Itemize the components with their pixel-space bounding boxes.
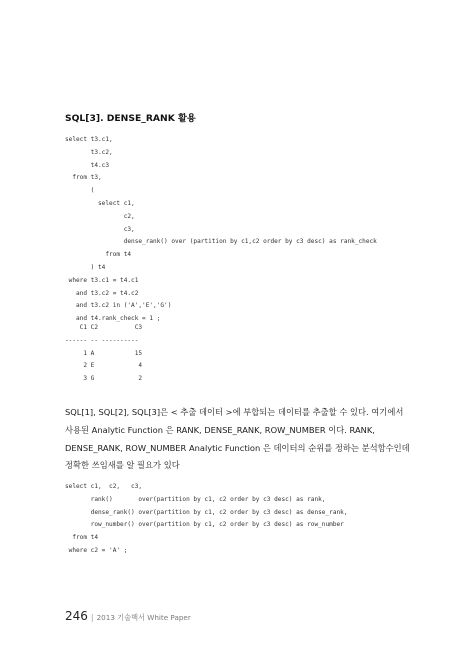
result-divider: ------ -- ---------- bbox=[65, 336, 139, 344]
code-line: ( bbox=[65, 187, 95, 195]
paragraph-line: 정확한 쓰임새를 알 필요가 있다 bbox=[65, 460, 180, 471]
footer-separator: | bbox=[90, 613, 94, 622]
code-line: t3.c2, bbox=[65, 148, 113, 156]
code-line: where t3.c1 = t4.c1 bbox=[65, 276, 139, 284]
code-line: where c2 = 'A' ; bbox=[65, 546, 128, 554]
paragraph-line: SQL[1], SQL[2], SQL[3]은 < 추출 데이터 >에 부합되는 데이터를 추출할 수 있다. 여기에서 bbox=[65, 407, 404, 417]
code-line: select c1, bbox=[65, 199, 135, 207]
result-row: 1 A 15 bbox=[65, 349, 143, 357]
body-paragraph bbox=[65, 404, 415, 475]
result-row: 2 E 4 bbox=[65, 362, 143, 370]
analytic-function-code-block bbox=[65, 481, 348, 558]
code-line: and t4.rank_check = 1 ; bbox=[65, 315, 161, 323]
result-header: C1 C2 C3 bbox=[65, 324, 143, 331]
query-result-block bbox=[65, 322, 142, 386]
code-line: from t4 bbox=[65, 251, 132, 259]
code-line: dense_rank() over (partition by c1,c2 order by c3 desc) as rank_check bbox=[65, 238, 377, 246]
code-line: from t3, bbox=[65, 174, 102, 182]
code-line: c3, bbox=[65, 225, 135, 233]
page-footer bbox=[65, 605, 191, 624]
code-line: select c1, c2, c3, bbox=[65, 483, 143, 490]
result-row: 3 G 2 bbox=[65, 375, 143, 383]
code-line: select t3.c1, bbox=[65, 136, 113, 143]
code-line: row_number() over(partition by c1, c2 order by c3 desc) as row_number bbox=[65, 521, 344, 529]
code-line: and t3.c2 in ('A','E','G') bbox=[65, 302, 172, 310]
code-line: from t4 bbox=[65, 534, 99, 542]
paragraph-line: DENSE_RANK, ROW_NUMBER Analytic Function 은 데이터의 순위를 정하는 분석함수인데 bbox=[65, 442, 410, 453]
code-line: rank() over(partition by c1, c2 order by c3 desc) as rank, bbox=[65, 495, 326, 503]
section-heading: SQL[3]. DENSE_RANK 활용 bbox=[65, 113, 196, 124]
code-line: c2, bbox=[65, 212, 135, 220]
page-number: 246 bbox=[65, 609, 88, 623]
code-line: dense_rank() over(partition by c1, c2 order by c3 desc) as dense_rank, bbox=[65, 508, 348, 516]
paragraph-line: 사용된 Analytic Function 은 RANK, DENSE_RANK, ROW_NUMBER 이다. RANK, bbox=[65, 424, 375, 435]
code-line: t4.c3 bbox=[65, 161, 110, 169]
footer-title: 2013 기술백서 White Paper bbox=[96, 613, 191, 622]
sql-query-code-block bbox=[65, 134, 377, 326]
code-line: ) t4 bbox=[65, 263, 106, 271]
code-line: and t3.c2 = t4.c2 bbox=[65, 289, 139, 297]
